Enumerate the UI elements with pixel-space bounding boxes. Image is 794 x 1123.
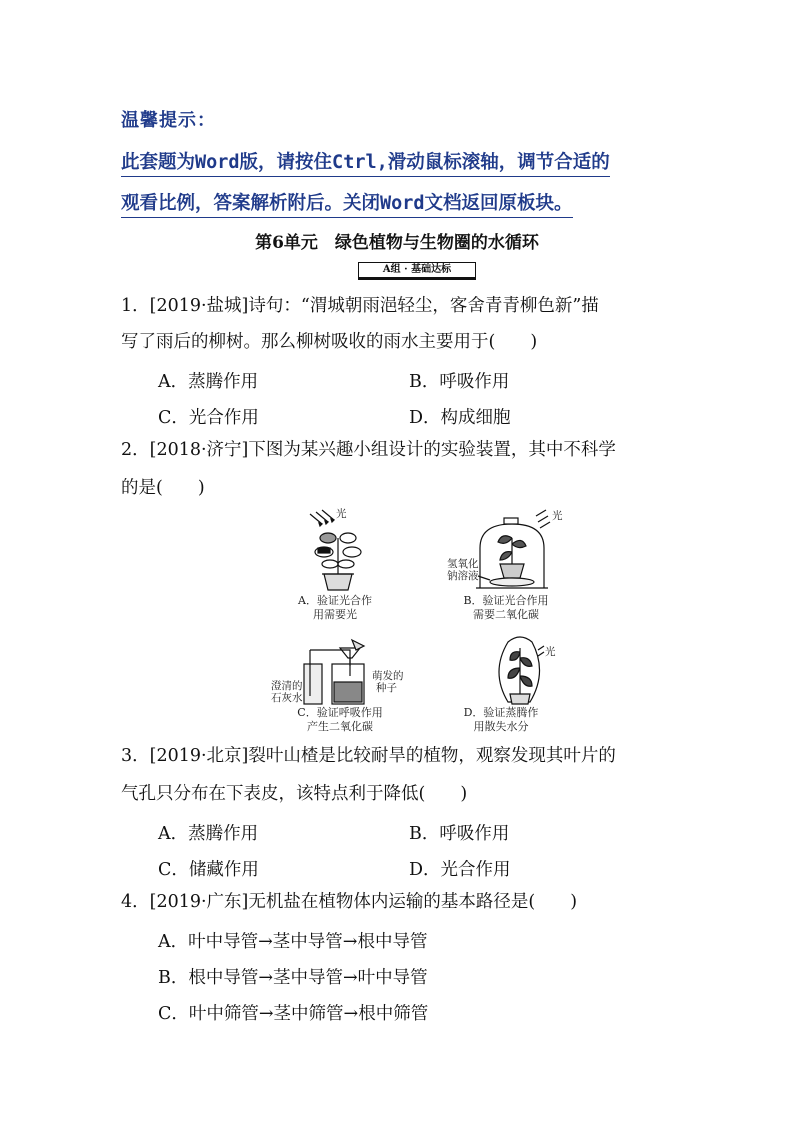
question-3-line-1: 3．[2019·北京]裂叶山楂是比较耐旱的植物，观察发现其叶片的	[121, 746, 616, 766]
panel-a-caption-1: A．验证光合作	[298, 594, 372, 607]
q1-option-b: B．呼吸作用	[409, 372, 510, 392]
q3-option-a: A．蒸腾作用	[158, 824, 259, 844]
panel-d-caption-2: 用散失水分	[473, 720, 529, 733]
panel-c-right-label-1: 萌发的	[372, 670, 404, 682]
q4-option-c: C．叶中筛管→茎中筛管→根中筛管	[158, 1004, 429, 1024]
question-2-line-2: 的是( )	[121, 478, 205, 498]
q4-option-b: B．根中导管→茎中导管→叶中导管	[158, 968, 428, 988]
panel-c-right-label-2: 种子	[376, 682, 397, 694]
q1-option-d: D．构成细胞	[409, 408, 511, 428]
panel-b-light-label: 光	[552, 510, 563, 522]
q1-option-c: C．光合作用	[158, 408, 259, 428]
q1-option-a: A．蒸腾作用	[158, 372, 259, 392]
group-badge: A组 · 基础达标	[358, 262, 476, 278]
panel-b-caption-2: 需要二氧化碳	[473, 608, 539, 621]
tip-line-2: 观看比例，答案解析附后。关闭Word文档返回原板块。	[121, 189, 573, 218]
panel-b-caption-1: B．验证光合作用	[463, 594, 549, 607]
panel-a-light-label: 光	[336, 508, 347, 520]
q3-option-d: D．光合作用	[409, 860, 511, 880]
panel-d-caption-1: D．验证蒸腾作	[463, 706, 539, 719]
question-1-line-2: 写了雨后的柳树。那么柳树吸收的雨水主要用于( )	[121, 332, 538, 352]
panel-c-left-label-1: 澄清的	[271, 680, 303, 692]
q3-option-c: C．储藏作用	[158, 860, 259, 880]
question-1-line-1: 1．[2019·盐城]诗句：“渭城朝雨浥轻尘，客舍青青柳色新”描	[121, 296, 599, 316]
panel-d-bag-illustration	[486, 632, 556, 708]
q3-option-b: B．呼吸作用	[409, 824, 510, 844]
q4-option-a: A．叶中导管→茎中导管→根中导管	[158, 932, 428, 952]
panel-d-light-label: 光	[545, 646, 556, 658]
panel-c-apparatus-illustration	[296, 636, 396, 706]
panel-c-caption-2: 产生二氧化碳	[307, 720, 373, 733]
tip-line-1: 此套题为Word版，请按住Ctrl,滑动鼠标滚轴，调节合适的	[121, 148, 610, 177]
panel-b-label-2: 钠溶液	[447, 570, 479, 582]
panel-c-caption-1: C．验证呼吸作用	[297, 706, 383, 719]
question-4-line-1: 4．[2019·广东]无机盐在植物体内运输的基本路径是( )	[121, 892, 578, 912]
question-2-line-1: 2．[2018·济宁]下图为某兴趣小组设计的实验装置，其中不科学	[121, 440, 616, 460]
panel-a-plant-illustration	[290, 508, 380, 594]
question-3-line-2: 气孔只分布在下表皮，该特点利于降低( )	[121, 784, 468, 804]
tip-title: 温馨提示：	[121, 110, 216, 131]
panel-b-belljar-illustration	[470, 508, 560, 594]
unit-title: 第6单元 绿色植物与生物圈的水循环	[255, 233, 539, 253]
panel-c-left-label-2: 石灰水	[271, 692, 303, 704]
panel-b-label-1: 氢氧化	[447, 558, 479, 570]
panel-a-caption-2: 用需要光	[313, 608, 357, 621]
